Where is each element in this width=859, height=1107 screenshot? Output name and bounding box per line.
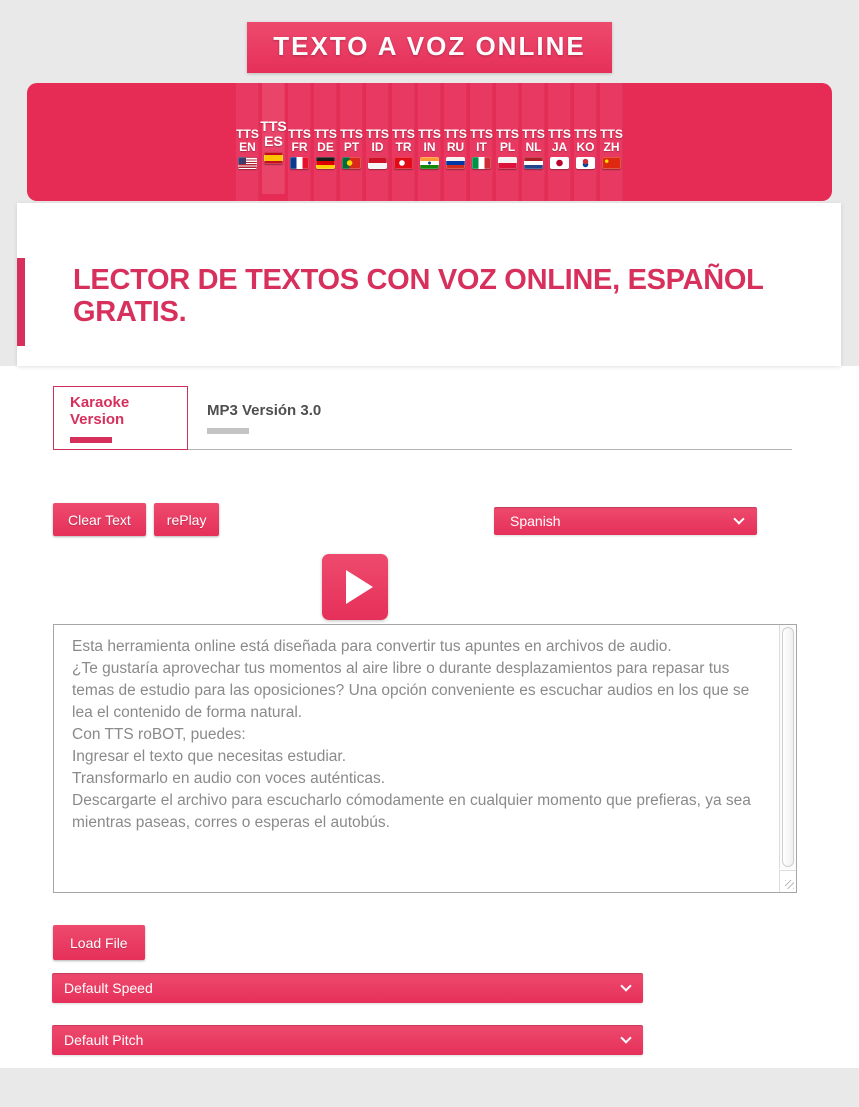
lang-item-nl[interactable] [522,83,545,201]
lang-item-code-label: KO [576,139,595,154]
tab-label: MP3 Versión 3.0 [207,402,322,419]
replay-button[interactable]: rePlay [154,503,220,536]
lang-item-code-label: PT [343,139,360,154]
lang-item-tts-label: TTS [418,126,441,141]
heading-accent-bar [17,258,25,346]
flag-pl-icon [498,157,517,169]
toolbar [53,503,757,536]
load-file-button[interactable]: Load File [53,925,145,960]
lang-item-code-label: IT [476,139,487,154]
lang-item-in[interactable] [418,83,441,201]
lang-item-code-label: ID [371,139,384,154]
lang-item-code-label: EN [239,139,256,154]
editor-scrollbar[interactable] [779,625,796,869]
text-editor-area [53,624,797,893]
lang-item-code-label: ES [264,132,283,149]
lang-item-es[interactable] [262,83,285,194]
lang-item-code-label: RU [446,139,465,154]
lang-item-ru[interactable] [444,83,467,201]
lang-item-tts-label: TTS [392,126,415,141]
lang-item-ko[interactable] [574,83,597,201]
lang-item-tts-label: TTS [366,126,389,141]
tab-label: Karaoke Version [70,393,130,428]
flag-zh-icon [602,157,621,169]
language-bar [235,83,625,201]
lang-item-it[interactable] [470,83,493,201]
pitch-select-value: Default Pitch [64,1032,144,1048]
lang-item-tts-label: TTS [314,126,337,141]
tab-divider-line [188,449,792,450]
lang-item-tr[interactable] [392,83,415,201]
lang-item-code-label: JA [551,139,568,154]
lang-item-code-label: NL [525,139,542,154]
page-title: LECTOR DE TEXTOS CON VOZ ONLINE, ESPAÑOL GRATIS. [73,264,763,328]
flag-us-icon [238,157,257,169]
lang-item-tts-label: TTS [444,126,467,141]
flag-id-icon [368,157,387,169]
lang-item-en[interactable] [236,83,259,201]
chevron-down-icon [620,1032,631,1043]
flag-it-icon [472,157,491,169]
tab-bar [53,366,792,450]
flag-in-icon [420,157,439,169]
tab-karaoke-version[interactable] [53,386,188,450]
lang-item-tts-label: TTS [522,126,545,141]
lang-item-tts-label: TTS [600,126,623,141]
text-input[interactable] [53,624,797,893]
play-icon [346,570,373,604]
language-select[interactable] [494,507,757,535]
language-select-value: Spanish [510,513,561,529]
play-button[interactable] [322,554,388,620]
lang-item-tts-label: TTS [288,126,311,141]
flag-nl-icon [524,157,543,169]
clear-text-button[interactable]: Clear Text [53,503,146,536]
chevron-down-icon [733,513,744,524]
lang-item-tts-label: TTS [574,126,597,141]
flag-ru-icon [446,157,465,169]
flag-tr-icon [394,157,413,169]
speed-select[interactable] [52,973,643,1003]
scrollbar-thumb[interactable] [782,627,794,867]
lang-item-de[interactable] [314,83,337,201]
lang-item-tts-label: TTS [548,126,571,141]
lang-item-tts-label: TTS [340,126,363,141]
lang-item-ja[interactable] [548,83,571,201]
main-panel [0,366,859,1068]
lang-item-id[interactable] [366,83,389,201]
lang-item-code-label: ZH [603,139,620,154]
lang-item-zh[interactable] [600,83,623,201]
lang-item-code-label: TR [395,139,412,154]
lang-item-tts-label: TTS [470,126,493,141]
flag-ja-icon [550,157,569,169]
flag-de-icon [316,157,335,169]
lang-item-code-label: FR [291,139,308,154]
flag-es-icon [264,152,283,164]
speed-select-value: Default Speed [64,980,153,996]
flag-ko-icon [576,157,595,169]
language-banner [27,83,832,201]
chevron-down-icon [620,980,631,991]
lang-item-tts-label: TTS [260,117,287,134]
lang-item-pl[interactable] [496,83,519,201]
tab-active-indicator [70,437,112,443]
flag-pt-icon [342,157,361,169]
lang-item-pt[interactable] [340,83,363,201]
resize-handle-icon[interactable] [779,870,796,892]
lang-item-code-label: IN [423,139,436,154]
flag-fr-icon [290,157,309,169]
lang-item-code-label: PL [499,139,516,154]
lang-item-tts-label: TTS [236,126,259,141]
lang-item-fr[interactable] [288,83,311,201]
lang-item-tts-label: TTS [496,126,519,141]
lang-item-code-label: DE [317,139,334,154]
site-title-button[interactable]: TEXTO A VOZ ONLINE [247,22,611,73]
tab-mp3-version[interactable] [207,386,321,450]
heading-card [17,203,841,366]
pitch-select[interactable] [52,1025,643,1055]
tab-inactive-indicator [207,428,249,434]
